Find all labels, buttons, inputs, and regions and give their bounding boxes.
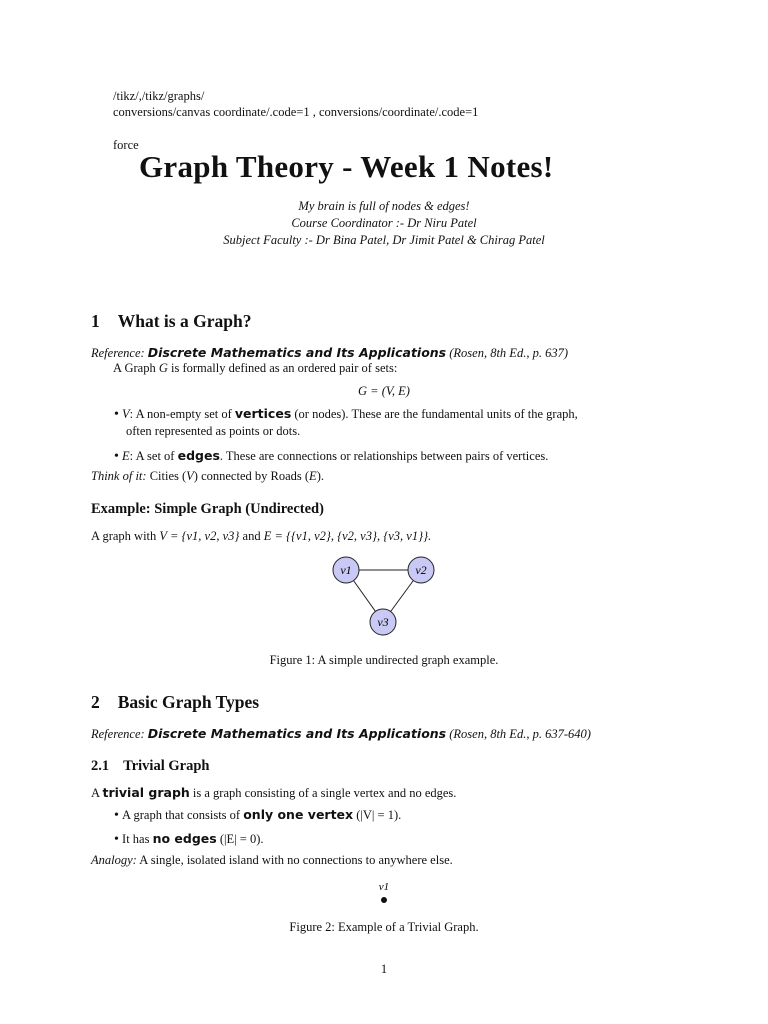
section-1-heading <box>91 311 251 332</box>
preamble-line-3: force <box>113 138 139 152</box>
reference-book: Discrete Mathematics and Its Applications <box>147 345 447 360</box>
subsection-2-1-heading: 2.1 Trivial Graph <box>91 758 210 774</box>
trivial-node <box>381 897 387 903</box>
bullet-vertices-cont: often represented as points or dots. <box>126 424 301 438</box>
course-coordinator: Course Coordinator :- Dr Niru Patel <box>291 216 477 230</box>
trivial-graph-definition: A trivial graph is a graph consisting of a single vertex and no edges. <box>91 785 457 800</box>
figure-1-caption: Figure 1: A simple undirected graph example. <box>269 653 499 667</box>
section-2-reference: Reference: Discrete Mathematics and Its Applications (Rosen, 8th Ed., p. 637-640) <box>91 726 591 741</box>
preamble-line-2: conversions/canvas coordinate/.code=1 , conversions/coordinate/.code=1 <box>113 105 479 119</box>
page-number: 1 <box>380 962 388 976</box>
node-label-v3: v3 <box>377 615 389 629</box>
think-of-it: Think of it: Cities (V) connected by Roads (E). <box>91 469 324 483</box>
analogy: Analogy: A single, isolated island with no connections to anywhere else. <box>91 853 453 867</box>
trivial-graph-figure <box>368 878 400 908</box>
graph-definition: A Graph G is formally defined as an ordered pair of sets: <box>113 361 398 375</box>
equation: G = (V, E) <box>358 384 410 398</box>
example-heading: Example: Simple Graph (Undirected) <box>91 501 324 517</box>
section-1-reference <box>91 345 568 361</box>
section-number: 1 <box>91 311 100 331</box>
reference-detail: (Rosen, 8th Ed., p. 637) <box>449 346 568 360</box>
trivial-bullet-1: • A graph that consists of only one vertex (|V| = 1). <box>114 807 402 823</box>
trivial-bullet-2: • It has no edges (|E| = 0). <box>114 831 264 847</box>
simple-graph-figure <box>325 552 445 640</box>
node-label-v1: v1 <box>378 881 390 893</box>
node-label-v1: v1 <box>340 563 352 577</box>
bullet-edges: • E: A set of edges. These are connections or relationships between pairs of vertices. <box>114 448 549 464</box>
tagline: My brain is full of nodes & edges! <box>298 199 470 213</box>
page-title: Graph Theory - Week 1 Notes! <box>139 149 554 184</box>
example-sets: A graph with V = {v1, v2, v3} and E = {{v1, v2}, {v2, v3}, {v3, v1}}. <box>91 529 432 543</box>
node-label-v2: v2 <box>415 563 427 577</box>
section-title: What is a Graph? <box>117 311 252 331</box>
preamble-line-1: /tikz/,/tikz/graphs/ <box>113 89 205 103</box>
section-2-heading: 2 Basic Graph Types <box>91 692 260 712</box>
reference-label: Reference: <box>91 346 145 360</box>
subject-faculty: Subject Faculty :- Dr Bina Patel, Dr Jimit Patel & Chirag Patel <box>223 233 545 247</box>
bullet-vertices: • V: A non-empty set of vertices (or nodes). These are the fundamental units of the graph, <box>114 406 578 422</box>
figure-2-caption: Figure 2: Example of a Trivial Graph. <box>289 920 479 934</box>
